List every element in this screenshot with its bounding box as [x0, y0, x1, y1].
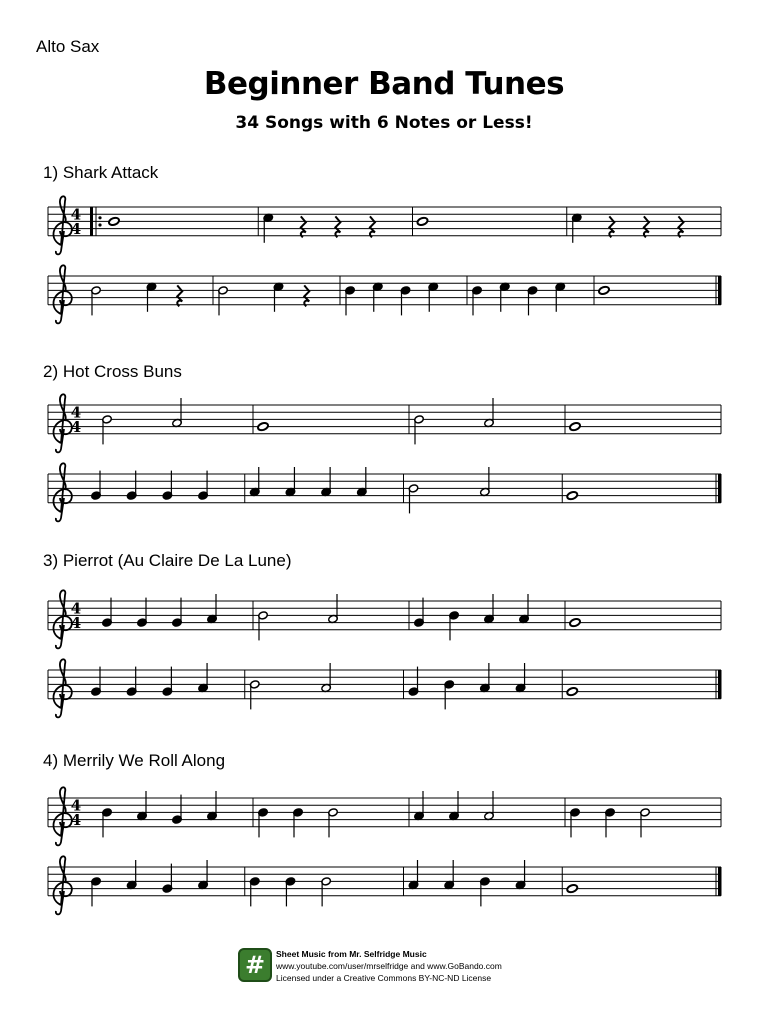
time-signature-bottom: 4: [70, 417, 82, 436]
quarter-rest: [370, 216, 375, 237]
repeat-dot: [98, 216, 101, 219]
treble-clef-icon: [53, 590, 71, 648]
time-signature-bottom: 4: [70, 613, 82, 632]
treble-clef-icon: [53, 856, 71, 914]
quarter-rest: [177, 285, 182, 306]
whole-note: [566, 491, 578, 501]
final-thick-bar: [718, 276, 722, 305]
quarter-rest: [304, 285, 309, 306]
page-title: Beginner Band Tunes: [203, 66, 565, 102]
song-title-2: 2) Hot Cross Buns: [43, 362, 182, 381]
final-thick-bar: [718, 670, 722, 699]
whole-note: [257, 422, 269, 432]
whole-note: [566, 687, 578, 697]
treble-clef-icon: [53, 659, 71, 717]
song-title-1: 1) Shark Attack: [43, 163, 159, 182]
footer-line-3: Licensed under a Creative Commons BY-NC-ND License: [276, 973, 492, 983]
whole-note: [569, 422, 581, 432]
treble-clef-icon: [53, 196, 71, 254]
whole-note: [416, 217, 428, 227]
time-signature-bottom: 4: [70, 219, 82, 238]
time-signature-top: 4: [70, 403, 82, 422]
final-thick-bar: [718, 867, 722, 896]
quarter-rest: [301, 216, 306, 237]
treble-clef-icon: [53, 394, 71, 452]
time-signature-top: 4: [70, 796, 82, 815]
footer-line-2: www.youtube.com/user/mrselfridge and www.GoBando.com: [276, 961, 502, 971]
treble-clef-icon: [53, 265, 71, 323]
quarter-rest: [678, 216, 683, 237]
repeat-thick-bar: [90, 207, 93, 236]
time-signature-bottom: 4: [70, 810, 82, 829]
whole-note: [569, 618, 581, 628]
footer-text: [276, 948, 502, 984]
footer-line-1: Sheet Music from Mr. Selfridge Music: [276, 949, 427, 959]
quarter-rest: [644, 216, 649, 237]
whole-note: [598, 286, 610, 296]
final-thick-bar: [718, 474, 722, 503]
page-subtitle: 34 Songs with 6 Notes or Less!: [235, 113, 533, 133]
treble-clef-icon: [53, 463, 71, 521]
quarter-rest: [335, 216, 340, 237]
treble-clef-icon: [53, 787, 71, 845]
song-title-4: 4) Merrily We Roll Along: [43, 751, 226, 770]
time-signature-top: 4: [70, 205, 82, 224]
song-title-3: 3) Pierrot (Au Claire De La Lune): [43, 551, 292, 570]
sharp-logo-icon: #: [238, 948, 272, 982]
repeat-dot: [98, 223, 101, 226]
instrument-label: Alto Sax: [36, 37, 100, 56]
whole-note: [108, 217, 120, 227]
time-signature-top: 4: [70, 599, 82, 618]
quarter-rest: [609, 216, 614, 237]
whole-note: [566, 884, 578, 894]
